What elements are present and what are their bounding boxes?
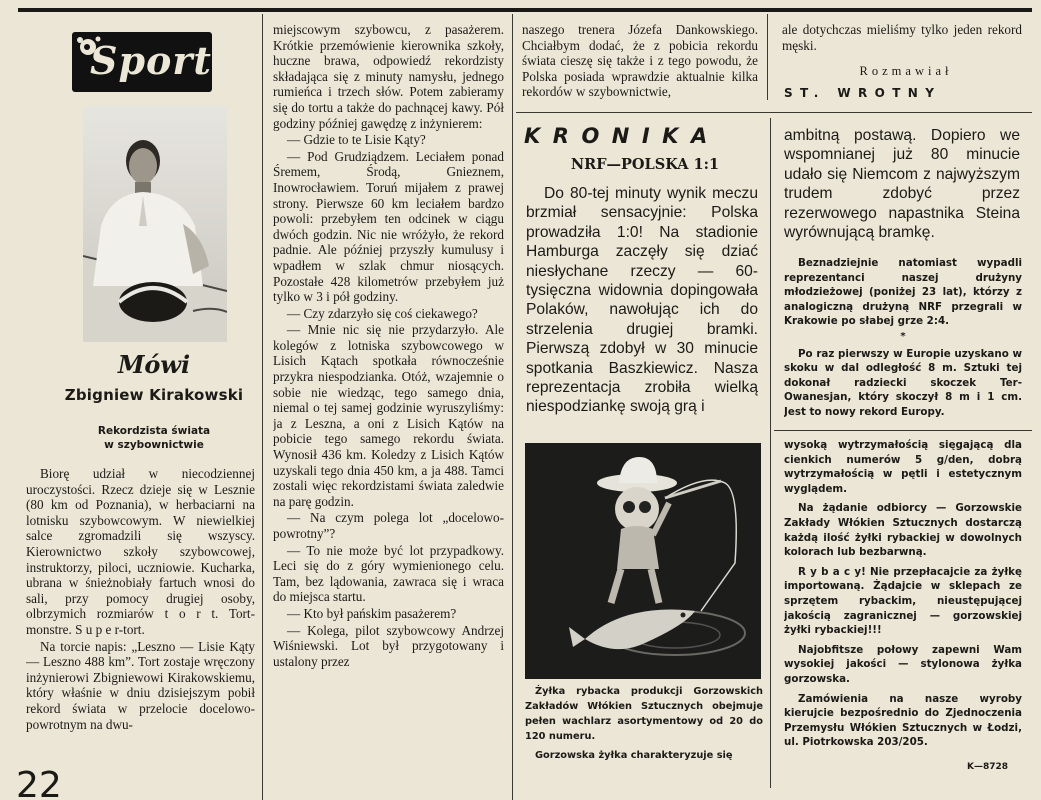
column-rule-4 (770, 118, 771, 788)
print-code: K—8728 (967, 762, 1009, 772)
interview-kicker: Mówi (117, 350, 191, 379)
paragraph: Zamówienia na nasze wyroby kierujcie bezpośrednio do Zjednoczenia Przemysłu Włókien Sztucznych w Łodzi, ul. Piotrkowska 203/205. (784, 692, 1022, 749)
paragraph: R y b a c y! Nie przepłacajcie za żyłkę importowaną. Żądajcie w sklepach ze sprzętem rybackim, nieustępującej jakością zagranicznej — gorzowskiej żyłki rybackiej!!! (784, 565, 1022, 637)
column-rule-3 (767, 14, 768, 100)
person-name: Zbigniew Kirakowski (64, 386, 244, 404)
logo-word: Sport (90, 38, 212, 83)
paragraph: — Kto był pańskim pasażerem? (287, 605, 457, 621)
advert-caption (525, 684, 763, 763)
column-rule-2 (512, 14, 513, 800)
page-number: 22 (16, 768, 62, 800)
paragraph: — Pod Grudziądzem. Leciałem ponad Śremem, Środą, Gnieznem, Inowrocławiem. Toruń mijałem z prawej strony. Pierwsze 60 km leciałem bardzo powoli: przebyłem ten odcinek w ciągu dwóch godzin. Nic nie wróżyło, że rekord padnie. Ale później przyszły kumulusy i wpadłem w szlak chmur niosących. Pozostałe 428 kilometrów przebyłem już tylko w 3 i pół godziny. (273, 148, 504, 305)
advert-caption-text-b: Gorzowska żyłka charakteryzuje się (535, 750, 733, 761)
sport-logo (72, 32, 212, 92)
interview-subtitle (54, 424, 254, 452)
paragraph: — Kolega, pilot szybowcowy Andrzej Wiśniewski. Lot był przygotowany i ustalony przez (273, 622, 504, 669)
interviewer-name: ST. WROTNY (784, 86, 942, 100)
junior-note: Beznadziejnie natomiast wypadli reprezentanci naszej drużyny młodzieżowej (poniżej 23 lat), którzy z analogiczną drużyną NRF przegrali w Krakowie po słabej grze 2:4. (784, 257, 1022, 328)
paragraph: miejscowym szybowcu, z pasażerem. Krótkie przemówienie kierownika szkoły, huczne brawa, odpowiedź rekordzisty składająca się z minuty namysłu, jednego rumieńca i trzech słów. Potem zabieramy się do tortu a także do pachnącej kawy. Pół godziny później gawędzę z inżynierem: (273, 22, 504, 131)
kronika-column-3 (526, 184, 758, 424)
interviewer-label: Rozmawiał (859, 64, 953, 78)
paragraph: — Mnie nic się nie przydarzyło. Ale kolegów z lotniska szybowcowego w Lisich Kątach spotkała równocześnie przykra niespodzianka. Otóż, wzajemnie o sobie nie wiedząc, tego samego dnia, niemal o tej samej godzinie wyruszyliśmy: ja z Leszna, a oni z Lisich Kątów na pobicie tego samego rekordu świata. Wynosił 436 km. Koledzy z Lisich Kątów uzyskali tego dnia 450 km, a ja 488. Tamci zostali więc rekordzistami świata zaledwie na parę godzin. (273, 322, 504, 509)
paragraph: — Na czym polega lot „docelowo-powrotny”? (273, 510, 504, 541)
paragraph: wysoką wytrzymałością sięgającą dla cienkich numerów 5 g/den, dobrą wytrzymałością w pętli i estetycznym wyglądem. (784, 439, 1022, 495)
advert-top-rule (774, 430, 1032, 431)
kronika-column-4 (784, 126, 1020, 254)
paragraph: — To nie może być lot przypadkowy. Leci się do z góry wymienionego celu. Tam, bez lądowania, zawraca się i wraca do miejsca startu. (273, 542, 504, 605)
subtitle-line-2: w szybownictwie (104, 439, 204, 451)
paragraph: ambitną postawą. Dopiero we wspomnianej już 80 minucie udało się Niemcom z najwyższym trudem zdobyć przez rezerwowego napastnika Steina wyrównującą bramkę. (784, 127, 1020, 242)
advert-column-4 (784, 438, 1022, 758)
paragraph: naszego trenera Józefa Dankowskiego. Chciałbym dodać, że z pobicia rekordu świata cieszę się także i z tego powodu, że Polska posiada wprawdzie aktualnie kilka rekordów w szybownictwie, (522, 22, 758, 100)
advert-caption-text: Żyłka rybacka produkcji Gorzowskich Zakładów Włókien Sztucznych obejmuje pełen wachlarz asortymentowy od 20 do 120 numeru. (525, 686, 763, 742)
paragraph: Na żądanie odbiorcy — Gorzowskie Zakłady Włókien Sztucznych dostarczą każdą ilość żyłki rybackiej w dowolnych kolorach lub bezbarwną. (784, 502, 1022, 559)
interview-column-3 (522, 22, 758, 108)
kronika-notes (784, 256, 1022, 424)
paragraph: Na torcie napis: „Leszno — Lisie Kąty — Leszno 488 km”. Tort zostaje wręczony inżynierowi Zbigniewowi Kirakowskiemu, który właśnie w dniu dzisiejszym pobił rekord świata w przelocie docelowo-powrotnym na dwu- (26, 638, 255, 732)
paragraph: Najobfitsze połowy zapewni Wam wysokiej jakości — stylonowa żyłka gorzowska. (784, 643, 1022, 685)
europe-note: Po raz pierwszy w Europie uzyskano w skoku w dal odległość 8 m. Sztuki tej dokonał radziecki skoczek Ter-Owanesjan, który skoczył 8 m i 1 cm. Jest to nowy rekord Europy. (784, 347, 1022, 418)
subtitle-line-1: Rekordzista świata (97, 425, 211, 437)
kronika-heading: KRONIKA (524, 124, 720, 148)
portrait-photo (83, 106, 227, 342)
paragraph: Do 80-tej minuty wynik meczu brzmiał sensacyjnie: Polska prowadziła 1:0! Na stadionie Hamburga zaczęły się dziać niesłychane rzeczy — 60-tysięczna widownia dopingowała Polaków, nawołując ich do strzelenia drugiej bramki. Pierwszą zdobył w 30 minucie spotkania Baszkiewicz. Nasza reprezentacja zrobiła wielką niespodziankę swoją grą i (526, 185, 758, 416)
fishing-illustration (525, 443, 761, 679)
paragraph: ale dotychczas mieliśmy tylko jeden rekord męski. (782, 22, 1022, 53)
interview-column-4 (782, 22, 1022, 58)
top-rule (18, 8, 1032, 12)
kronika-top-rule (516, 112, 1032, 113)
paragraph: — Czy zdarzyło się coś ciekawego? (287, 305, 478, 321)
interview-column-2 (273, 22, 504, 792)
match-heading: NRF—POLSKA 1:1 (570, 156, 720, 173)
column-rule-1 (262, 14, 263, 800)
paragraph: Biorę udział w niecodziennej uroczystości. Rzecz dzieje się w Lesznie (80 km od Poznania), w herbaciarni na lotnisku szybowcowym. W niewielkiej salce zgromadzili się wszyscy. Kierownictwo szkoły szybowcowej, instruktorzy, piloci, uczniowie. Kucharka, ubrana w śnieżnobiały fartuch wnosi do sali, przy pomocy drugiej osoby, olbrzymich rozmiarów t o r t. Tort-monstre. S u p e r-tort. (26, 466, 255, 637)
interview-column-1 (26, 466, 255, 766)
paragraph: — Gdzie to te Lisie Kąty? (287, 132, 426, 148)
separator-star: * (900, 330, 906, 342)
